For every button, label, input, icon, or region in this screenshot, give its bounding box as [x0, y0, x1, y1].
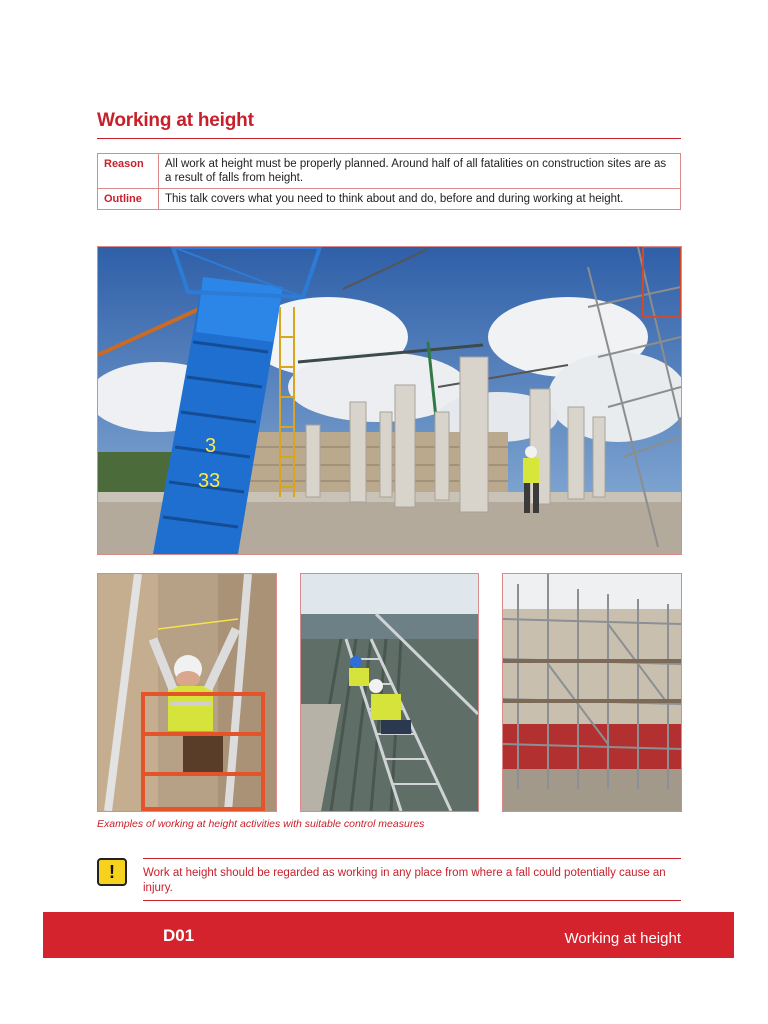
footer-title: Working at height	[564, 930, 681, 947]
column-marking-2: 33	[198, 470, 221, 492]
page-title: Working at height	[97, 110, 254, 131]
column-marking-1: 3	[205, 435, 217, 457]
reason-text: All work at height must be properly planned. Around half of all fatalities on construction sites are as a result of falls from height.	[159, 154, 681, 189]
footer-bar	[43, 912, 734, 958]
table-row	[98, 154, 681, 189]
outline-text: This talk covers what you need to think about and do, before and during working at height.	[159, 189, 681, 210]
title-divider	[97, 138, 681, 139]
info-table	[97, 153, 681, 210]
roof-ladder-photo	[300, 573, 479, 812]
table-row	[98, 189, 681, 210]
warning-text: Work at height should be regarded as working in any place from where a fall could potentially cause an injury.	[143, 867, 666, 894]
scaffolding-photo	[502, 573, 682, 812]
photo-caption: Examples of working at height activities with suitable control measures	[97, 818, 425, 830]
construction-site-photo	[97, 246, 682, 555]
warning-divider-top	[143, 858, 681, 859]
exclamation-warning-icon: !	[97, 858, 127, 886]
warning-divider-bottom	[143, 900, 681, 901]
footer-code: D01	[163, 926, 195, 945]
elevated-platform-photo	[97, 573, 277, 812]
reason-label: Reason	[98, 154, 159, 189]
outline-label: Outline	[98, 189, 159, 210]
